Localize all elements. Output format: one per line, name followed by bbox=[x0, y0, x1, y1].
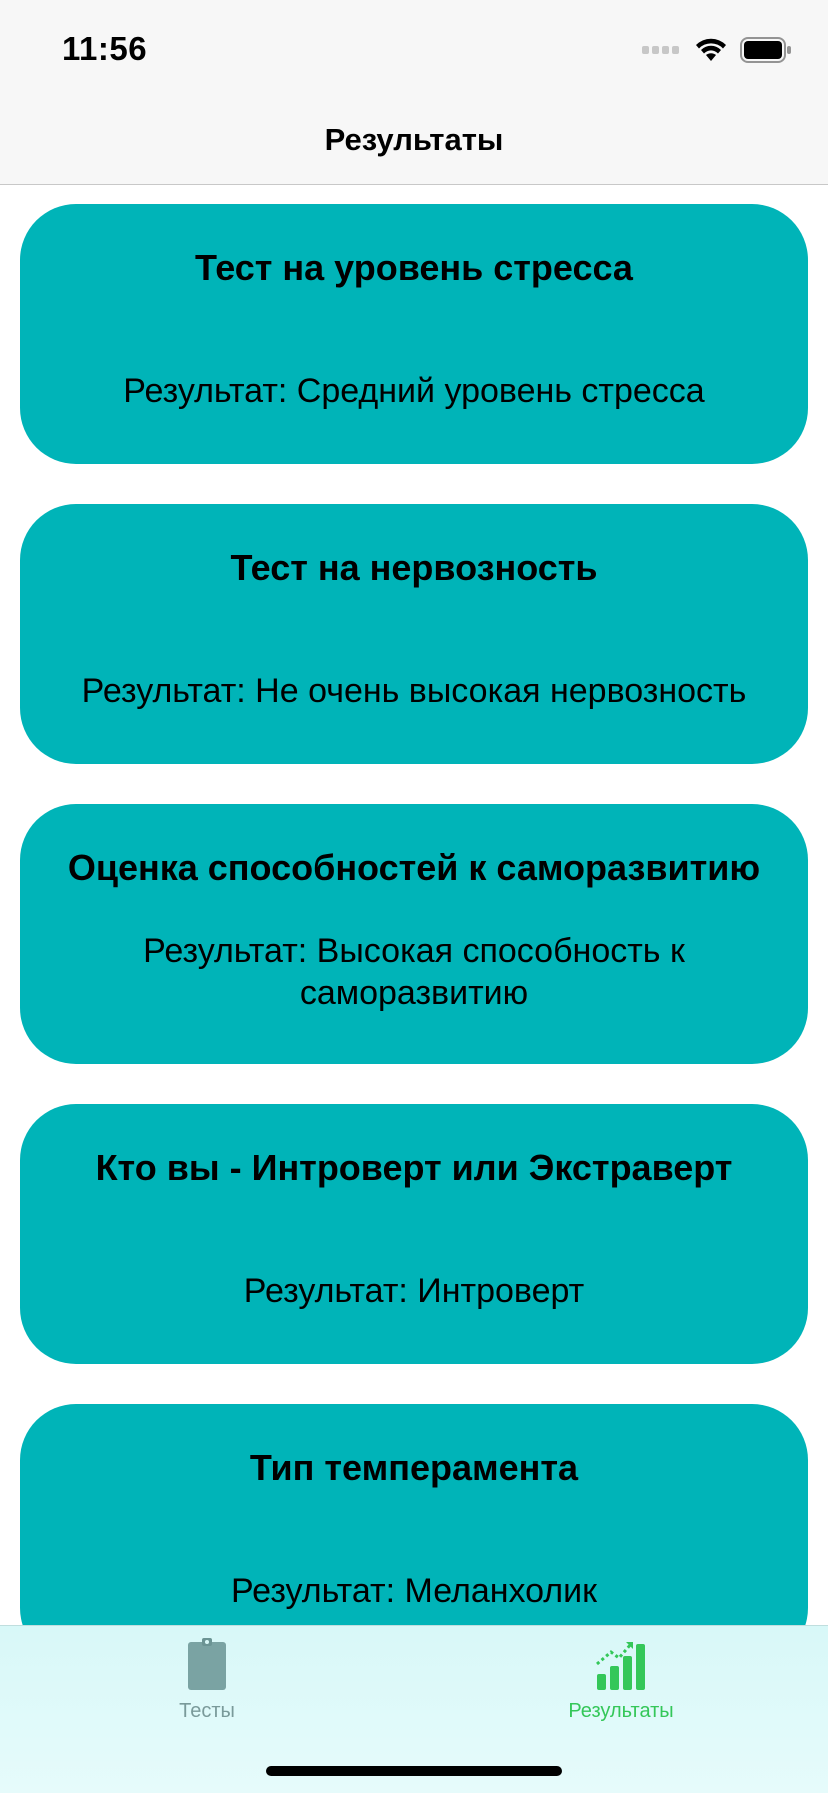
result-card-temperament[interactable] bbox=[20, 1404, 808, 1625]
battery-icon bbox=[740, 37, 792, 63]
status-icons bbox=[642, 34, 792, 66]
card-result: Результат: Средний уровень стресса bbox=[123, 372, 705, 410]
results-list[interactable] bbox=[0, 185, 828, 1625]
card-result: Результат: Высокая способность к саморазвитию bbox=[143, 932, 685, 1012]
status-time: 11:56 bbox=[62, 30, 148, 67]
cellular-signal-icon bbox=[642, 44, 682, 56]
navigation-bar bbox=[0, 100, 828, 185]
tab-tests[interactable] bbox=[107, 1636, 307, 1723]
card-title: Тип темперамента bbox=[249, 1447, 579, 1488]
card-result: Результат: Не очень высокая нервозность bbox=[81, 672, 747, 710]
page-title: Результаты bbox=[324, 122, 504, 157]
result-card-stress[interactable] bbox=[20, 204, 808, 464]
home-indicator[interactable] bbox=[266, 1766, 562, 1776]
card-title: Кто вы - Интроверт или Экстраверт bbox=[95, 1147, 733, 1188]
tab-results[interactable] bbox=[521, 1636, 721, 1723]
card-result: Результат: Интроверт bbox=[243, 1272, 585, 1310]
tab-tests-label: Тесты bbox=[179, 1700, 235, 1722]
tab-results-label: Результаты bbox=[568, 1700, 674, 1722]
card-title: Тест на уровень стресса bbox=[195, 247, 633, 288]
wifi-icon bbox=[694, 37, 728, 63]
result-card-nervousness[interactable] bbox=[20, 504, 808, 764]
chart-growth-icon bbox=[593, 1636, 649, 1692]
card-title: Тест на нервозность bbox=[230, 547, 598, 588]
clipboard-icon bbox=[184, 1636, 230, 1692]
card-title: Оценка способностей к саморазвитию bbox=[67, 847, 761, 888]
status-bar bbox=[0, 0, 828, 100]
result-card-self-development[interactable] bbox=[20, 804, 808, 1064]
card-result: Результат: Меланхолик bbox=[230, 1572, 597, 1610]
result-card-introvert-extravert[interactable] bbox=[20, 1104, 808, 1364]
